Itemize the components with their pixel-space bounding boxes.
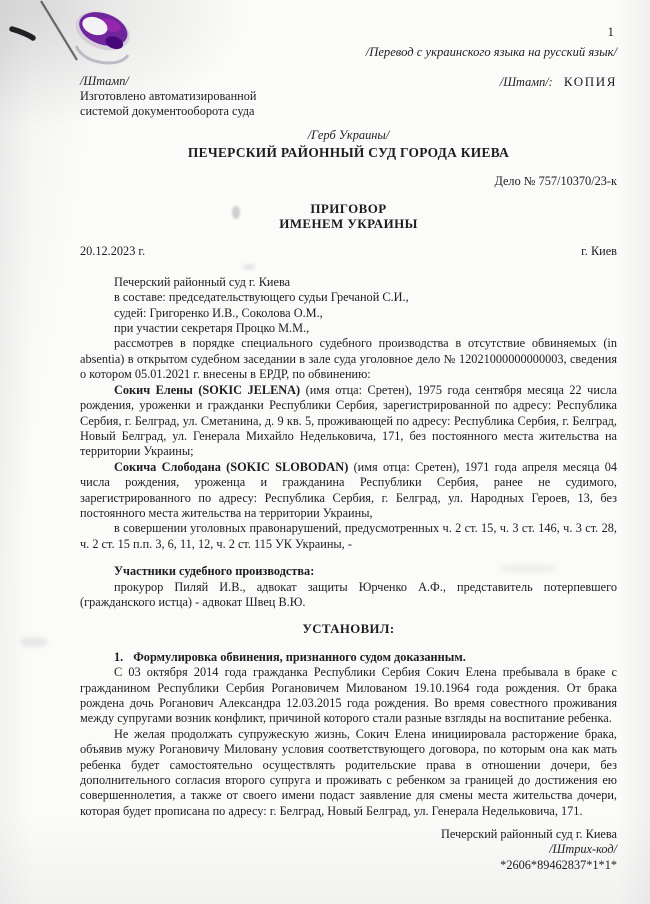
hearing-paragraph: рассмотрев в порядке специального судебного производства в отсутствие обвиняемых (in absentia) в открытом судебном заседании в зале суда уголовное дело № 12021000000000003, сведения о котором 05.01.2021 г. внесены в ЕРДР, по обвинению: bbox=[80, 336, 617, 382]
document-body bbox=[80, 275, 617, 819]
accused-name: Сокича Слободана (SOKIC SLOBODAN) bbox=[114, 459, 349, 474]
document-title-line2: ИМЕНЕМ УКРАИНЫ bbox=[279, 216, 418, 232]
charges-paragraph: в совершении уголовных правонарушений, предусмотренных ч. 2 ст. 15, ч. 3 ст. 146, ч. 3 ст. 28, ч. 2 ст. 15 п.п. 3, 6, 11, 12, ч. 2 ст. 115 УК Украины, - bbox=[80, 521, 617, 551]
case-number: Дело № 757/10370/23-к bbox=[494, 174, 617, 189]
section1-heading bbox=[80, 650, 617, 665]
footer-block bbox=[441, 827, 617, 873]
stamp-left-line1: Изготовлено автоматизированной bbox=[80, 89, 257, 104]
accused-details: (имя отца: Сретен), 1975 года сентября месяца 22 числа рождения, уроженки и гражданки Республики Сербия, зарегистрированной по адресу: Республика Сербия, г. Белград, ул. Сметанина, д. 9 кв. 5, проживающей по адресу: Республика Сербия, г. Белград, Новый Белград, ул. Генерала Михайло Недельковича, 171, без постоянного места жительства на территории Украины; bbox=[80, 382, 617, 459]
stamp-right-label: /Штамп/: bbox=[499, 74, 553, 89]
accused-paragraph bbox=[80, 383, 617, 460]
scan-smudge bbox=[20, 637, 48, 647]
pen-line bbox=[41, 1, 77, 60]
court-composition-line: судей: Григоренко И.В., Соколова О.М., bbox=[114, 305, 323, 320]
page-number: 1 bbox=[607, 24, 614, 39]
footer-barcode-note: /Штрих-код/ bbox=[549, 842, 617, 857]
section1-number: 1. bbox=[114, 649, 124, 664]
document-date: 20.12.2023 г. bbox=[80, 244, 146, 259]
coat-of-arms-note: /Герб Украины/ bbox=[307, 128, 390, 143]
established-heading: УСТАНОВИЛ: bbox=[302, 622, 395, 637]
translation-note: /Перевод с украинского языка на русский язык/ bbox=[365, 45, 617, 60]
section1-paragraph: С 03 октября 2014 года гражданка Республики Сербия Сокич Елена пребывала в браке с гражданином Республики Сербия Рогановичем Милованом 19.10.1964 года рождения. От брака рождена дочь Роганович Александра 12.03.2015 года рождения. Во время совестного проживания между супругами возник конфликт, причиной которого стали разные взгляды на воспитание ребенка. bbox=[80, 665, 617, 726]
document-title-line1: ПРИГОВОР bbox=[310, 200, 387, 216]
participants-text: прокурор Пиляй И.В., адвокат защиты Юрченко А.Ф., представитель потерпевшего (гражданского истца) - адвокат Швец В.Ю. bbox=[80, 579, 617, 609]
court-name-heading: ПЕЧЕРСКИЙ РАЙОННЫЙ СУД ГОРОДА КИЕВА bbox=[187, 144, 510, 160]
section1-paragraph: Не желая продолжать супружескую жизнь, Сокич Елена инициировала расторжение брака, объявив мужу Рогановичу Миловану условия соответствующего договора, по которым она как мать ребенка будет самостоятельно осуществлять родительские права в отношении дочери, без дополнительного согласия второго супруга и проживать с ребенком за границей до достижения ею совершеннолетия, а также от своего имени подаст заявление для смены места жительства дочери, которая будет прописана по адресу: г. Белград, Новый Белград, ул. Генерала Недельковича, 171. bbox=[80, 726, 617, 818]
copy-mark: КОПИЯ bbox=[563, 73, 617, 89]
footer-barcode-number: *2606*89462837*1*1* bbox=[500, 857, 617, 872]
document-title bbox=[80, 201, 617, 232]
section1-heading-text: Формулировка обвинения, признанного судом доказанным. bbox=[133, 649, 466, 664]
court-composition-line: при участии секретаря Процко М.М., bbox=[114, 321, 310, 336]
footer-court-name: Печерский районный суд г. Киева bbox=[440, 827, 617, 841]
stamp-left-line2: системой документооборота суда bbox=[80, 104, 255, 119]
court-composition-line: в составе: председательствующего судьи Гречаной С.И., bbox=[114, 290, 409, 305]
stamp-left-label: /Штамп/ bbox=[80, 73, 129, 88]
purple-ink-stamp bbox=[0, 0, 175, 85]
participants-heading: Участники судебного производства: bbox=[114, 564, 315, 579]
court-composition-line: Печерский районный суд г. Киева bbox=[114, 274, 291, 289]
accused-details: (имя отца: Сретен), 1971 года апреля месяца 04 числа рождения, уроженца и гражданина Республики Сербия, ранее не судимого, зарегистрированного по адресу: Республика Сербия, г. Белград, ул. Народных Героев, 13, без постоянного места жительства на территории Украины, bbox=[80, 459, 618, 520]
stamp-annotations-row bbox=[80, 74, 617, 120]
pen-dash bbox=[12, 29, 33, 38]
document-place: г. Киев bbox=[581, 244, 617, 259]
scan-smudge bbox=[243, 264, 255, 270]
accused-name: Сокич Елены (SOKIC JELENA) bbox=[114, 382, 301, 397]
accused-paragraph bbox=[80, 460, 617, 522]
stamp-right-block bbox=[500, 74, 617, 120]
stamp-left-block bbox=[80, 74, 256, 120]
date-place-row bbox=[80, 244, 617, 259]
